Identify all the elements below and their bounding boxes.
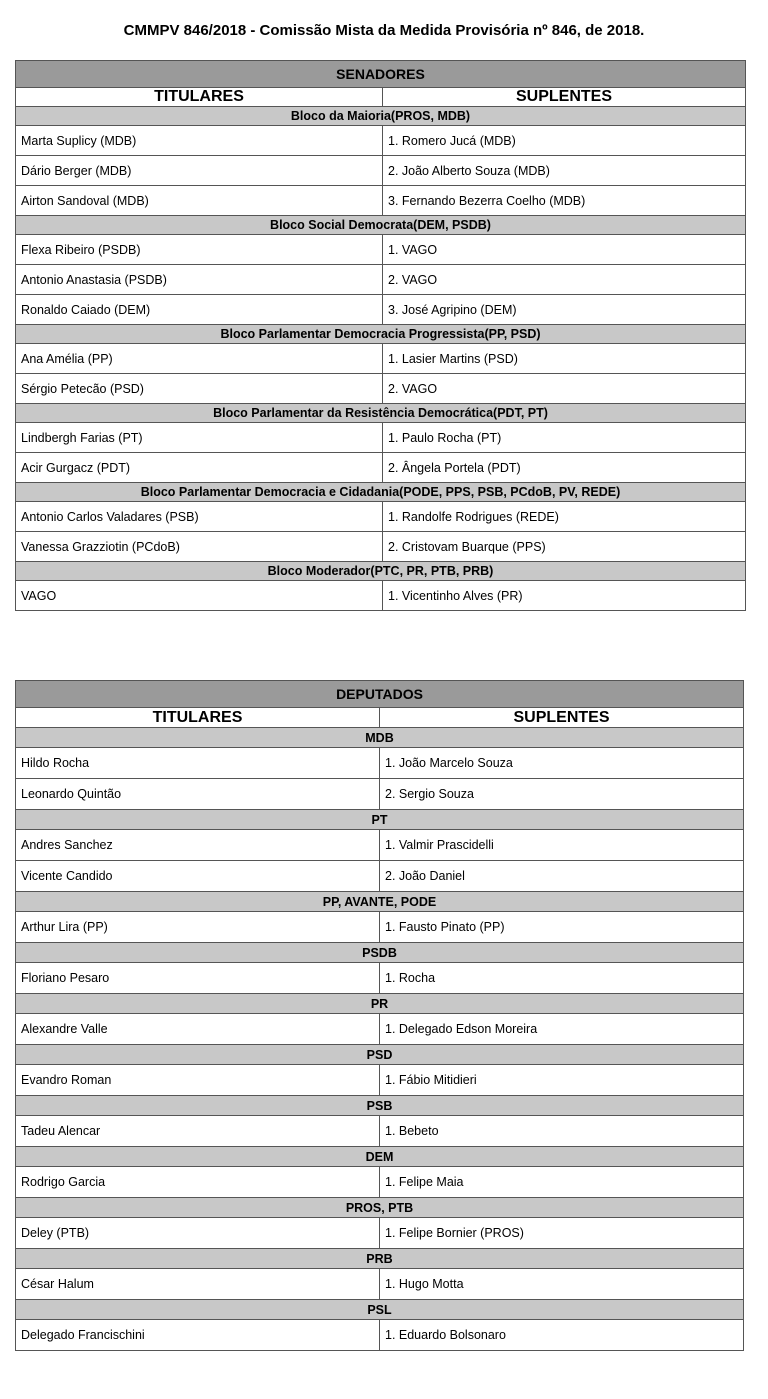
suplente-name: 1. Lasier Martins (PSD) [383,344,746,374]
block-name: PROS, PTB [16,1198,744,1218]
member-row [16,1116,744,1147]
block-name: Bloco Social Democrata(DEM, PSDB) [16,216,746,235]
member-row [16,1218,744,1249]
member-row [16,235,746,265]
suplente-name: 1. Valmir Prascidelli [380,830,744,861]
suplente-name: 1. Eduardo Bolsonaro [380,1320,744,1351]
suplente-name: 2. João Alberto Souza (MDB) [383,156,746,186]
block-name: PP, AVANTE, PODE [16,892,744,912]
suplente-name: 1. Felipe Bornier (PROS) [380,1218,744,1249]
member-row [16,1065,744,1096]
member-row [16,156,746,186]
suplente-name: 2. João Daniel [380,861,744,892]
titular-name: Dário Berger (MDB) [16,156,383,186]
block-name: PR [16,994,744,1014]
member-row [16,344,746,374]
document-title: CMMPV 846/2018 - Comissão Mista da Medida Provisória nº 846, de 2018. [123,22,645,39]
suplente-name: 1. VAGO [383,235,746,265]
suplente-name: 1. Rocha [380,963,744,994]
block-name: Bloco Parlamentar Democracia Progressista(PP, PSD) [16,325,746,344]
block-name: Bloco Parlamentar Democracia e Cidadania(PODE, PPS, PSB, PCdoB, PV, REDE) [16,483,746,502]
block-name: Bloco Parlamentar da Resistência Democrática(PDT, PT) [16,404,746,423]
member-row [16,581,746,611]
senadores-heading: SENADORES [16,61,746,88]
block-name: PRB [16,1249,744,1269]
suplente-name: 2. Cristovam Buarque (PPS) [383,532,746,562]
titular-name: Ronaldo Caiado (DEM) [16,295,383,325]
titular-name: Floriano Pesaro [16,963,380,994]
senadores-table [15,60,746,611]
suplente-name: 2. Sergio Souza [380,779,744,810]
block-header-row [16,1300,744,1320]
titular-name: Airton Sandoval (MDB) [16,186,383,216]
block-header-row [16,404,746,423]
member-row [16,186,746,216]
titular-name: Ana Amélia (PP) [16,344,383,374]
suplente-name: 2. VAGO [383,374,746,404]
block-header-row [16,107,746,126]
block-header-row [16,994,744,1014]
block-name: PSB [16,1096,744,1116]
member-row [16,1167,744,1198]
titular-name: Arthur Lira (PP) [16,912,380,943]
suplente-name: 1. Randolfe Rodrigues (REDE) [383,502,746,532]
titular-name: Flexa Ribeiro (PSDB) [16,235,383,265]
suplente-name: 1. Hugo Motta [380,1269,744,1300]
titular-name: Antonio Anastasia (PSDB) [16,265,383,295]
titular-name: Vicente Candido [16,861,380,892]
titular-name: César Halum [16,1269,380,1300]
suplente-name: 1. Romero Jucá (MDB) [383,126,746,156]
deputados-column-header-row [16,708,744,728]
suplente-name: 2. Ângela Portela (PDT) [383,453,746,483]
block-header-row [16,562,746,581]
suplente-name: 1. Fábio Mitidieri [380,1065,744,1096]
block-header-row [16,728,744,748]
block-header-row [16,1249,744,1269]
senadores-heading-row [16,61,746,88]
block-header-row [16,1147,744,1167]
block-header-row [16,483,746,502]
suplente-name: 1. Fausto Pinato (PP) [380,912,744,943]
block-header-row [16,325,746,344]
block-name: Bloco da Maioria(PROS, MDB) [16,107,746,126]
member-row [16,1269,744,1300]
member-row [16,453,746,483]
suplente-name: 1. Paulo Rocha (PT) [383,423,746,453]
titular-name: Lindbergh Farias (PT) [16,423,383,453]
member-row [16,532,746,562]
titular-name: Leonardo Quintão [16,779,380,810]
member-row [16,374,746,404]
block-header-row [16,810,744,830]
titulares-header: TITULARES [16,88,383,107]
titular-name: Sérgio Petecão (PSD) [16,374,383,404]
titular-name: Deley (PTB) [16,1218,380,1249]
member-row [16,1014,744,1045]
suplente-name: 1. Felipe Maia [380,1167,744,1198]
member-row [16,1320,744,1351]
block-name: PT [16,810,744,830]
block-header-row [16,892,744,912]
block-name: PSD [16,1045,744,1065]
block-name: MDB [16,728,744,748]
suplente-name: 1. Delegado Edson Moreira [380,1014,744,1045]
block-name: Bloco Moderador(PTC, PR, PTB, PRB) [16,562,746,581]
block-header-row [16,216,746,235]
titular-name: Antonio Carlos Valadares (PSB) [16,502,383,532]
suplente-name: 3. José Agripino (DEM) [383,295,746,325]
suplente-name: 1. Bebeto [380,1116,744,1147]
titular-name: Acir Gurgacz (PDT) [16,453,383,483]
member-row [16,126,746,156]
suplente-name: 1. João Marcelo Souza [380,748,744,779]
titular-name: Evandro Roman [16,1065,380,1096]
titular-name: Tadeu Alencar [16,1116,380,1147]
member-row [16,295,746,325]
titular-name: Andres Sanchez [16,830,380,861]
member-row [16,779,744,810]
senadores-column-header-row [16,88,746,107]
member-row [16,502,746,532]
deputados-heading: DEPUTADOS [16,681,744,708]
member-row [16,963,744,994]
deputados-heading-row [16,681,744,708]
titular-name: Rodrigo Garcia [16,1167,380,1198]
titular-name: Hildo Rocha [16,748,380,779]
suplentes-header: SUPLENTES [380,708,744,728]
block-header-row [16,943,744,963]
member-row [16,830,744,861]
member-row [16,748,744,779]
block-header-row [16,1096,744,1116]
member-row [16,912,744,943]
suplentes-header: SUPLENTES [383,88,746,107]
block-header-row [16,1045,744,1065]
block-name: DEM [16,1147,744,1167]
titular-name: Delegado Francischini [16,1320,380,1351]
titulares-header: TITULARES [16,708,380,728]
block-name: PSL [16,1300,744,1320]
titular-name: VAGO [16,581,383,611]
suplente-name: 2. VAGO [383,265,746,295]
suplente-name: 1. Vicentinho Alves (PR) [383,581,746,611]
titular-name: Alexandre Valle [16,1014,380,1045]
member-row [16,265,746,295]
suplente-name: 3. Fernando Bezerra Coelho (MDB) [383,186,746,216]
block-name: PSDB [16,943,744,963]
deputados-table [15,680,744,1351]
member-row [16,423,746,453]
titular-name: Marta Suplicy (MDB) [16,126,383,156]
member-row [16,861,744,892]
titular-name: Vanessa Grazziotin (PCdoB) [16,532,383,562]
block-header-row [16,1198,744,1218]
